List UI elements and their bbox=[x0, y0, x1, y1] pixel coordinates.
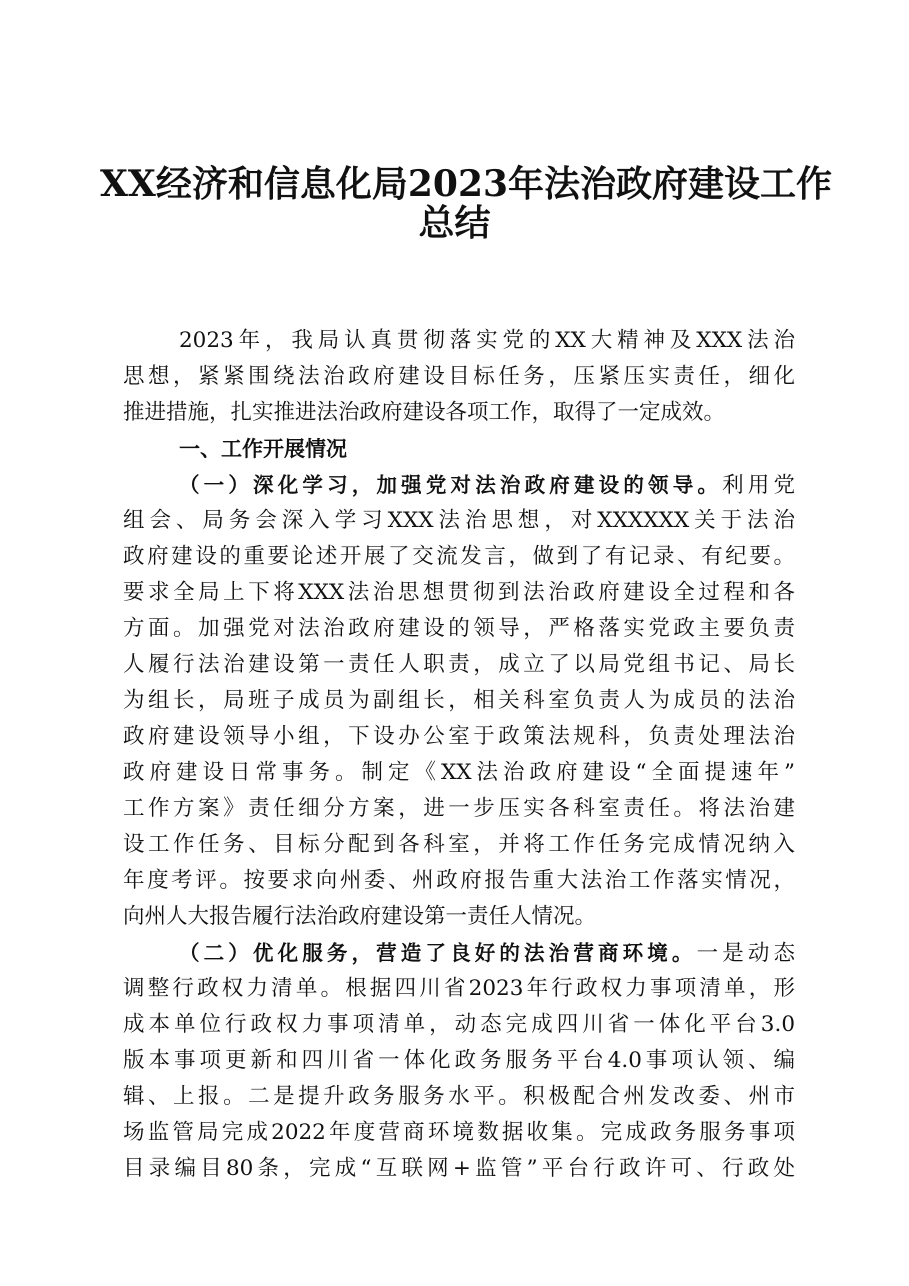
paragraph-line: 目录编目80条，完成“互联网+监管”平台行政许可、行政处 bbox=[123, 1156, 795, 1181]
paragraph-line: 方面。加强党对法治政府建设的领导，严格落实党政主要负责 bbox=[123, 616, 795, 641]
document-title-line-2: 总结 bbox=[418, 202, 491, 244]
intro-line: 思想，紧紧围绕法治政府建设目标任务，压紧压实责任，细化 bbox=[123, 364, 795, 389]
paragraph-line: 政府建设领导小组，下设办公室于政策法规科，负责处理法治 bbox=[123, 724, 795, 749]
subsection-1-title: （一）深化学习，加强党对法治政府建设的领导。 bbox=[179, 473, 723, 497]
paragraph-line: 成本单位行政权力事项清单，动态完成四川省一体化平台3.0 bbox=[123, 1012, 795, 1037]
paragraph-line: 版本事项更新和四川省一体化政务服务平台4.0事项认领、编 bbox=[123, 1048, 795, 1073]
intro-line: 推进措施，扎实推进法治政府建设各项工作，取得了一定成效。 bbox=[123, 400, 726, 425]
intro-line: 2023年，我局认真贯彻落实党的XX大精神及XXX法治 bbox=[179, 328, 795, 353]
paragraph-line: 政府建设的重要论述开展了交流发言，做到了有记录、有纪要。 bbox=[123, 544, 795, 569]
paragraph-line: 设工作任务、目标分配到各科室，并将工作任务完成情况纳入 bbox=[123, 832, 795, 857]
document-title-line-1: XX经济和信息化局2023年法治政府建设工作 bbox=[100, 163, 833, 205]
paragraph-line: 组会、局务会深入学习XXX法治思想，对XXXXXX关于法治 bbox=[123, 508, 795, 533]
subsection-1-first-line bbox=[123, 467, 795, 503]
paragraph-line: 人履行法治建设第一责任人职责，成立了以局党组书记、局长 bbox=[123, 652, 795, 677]
paragraph-line: 要求全局上下将XXX法治思想贯彻到法治政府建设全过程和各 bbox=[123, 580, 795, 605]
paragraph-line: 调整行政权力清单。根据四川省2023年行政权力事项清单，形 bbox=[123, 976, 795, 1001]
paragraph-line: 为组长，局班子成员为副组长，相关科室负责人为成员的法治 bbox=[123, 688, 795, 713]
paragraph-line: 辑、上报。二是提升政务服务水平。积极配合州发改委、州市 bbox=[123, 1084, 795, 1109]
paragraph-line: 政府建设日常事务。制定《XX法治政府建设“全面提速年” bbox=[123, 760, 795, 785]
section-1-heading: 一、工作开展情况 bbox=[179, 437, 347, 461]
paragraph-line: 场监管局完成2022年度营商环境数据收集。完成政务服务事项 bbox=[123, 1120, 795, 1145]
subsection-1-first-rest: 利用党 bbox=[722, 473, 795, 498]
paragraph-line: 向州人大报告履行法治政府建设第一责任人情况。 bbox=[123, 904, 597, 929]
subsection-2-first-line bbox=[123, 935, 795, 971]
document-body bbox=[123, 323, 795, 1187]
paragraph-line: 年度考评。按要求向州委、州政府报告重大法治工作落实情况， bbox=[123, 868, 795, 893]
subsection-2-first-rest: 一是动态 bbox=[696, 941, 795, 966]
paragraph-line: 工作方案》责任细分方案，进一步压实各科室责任。将法治建 bbox=[123, 796, 795, 821]
subsection-2-title: （二）优化服务，营造了良好的法治营商环境。 bbox=[179, 941, 697, 965]
